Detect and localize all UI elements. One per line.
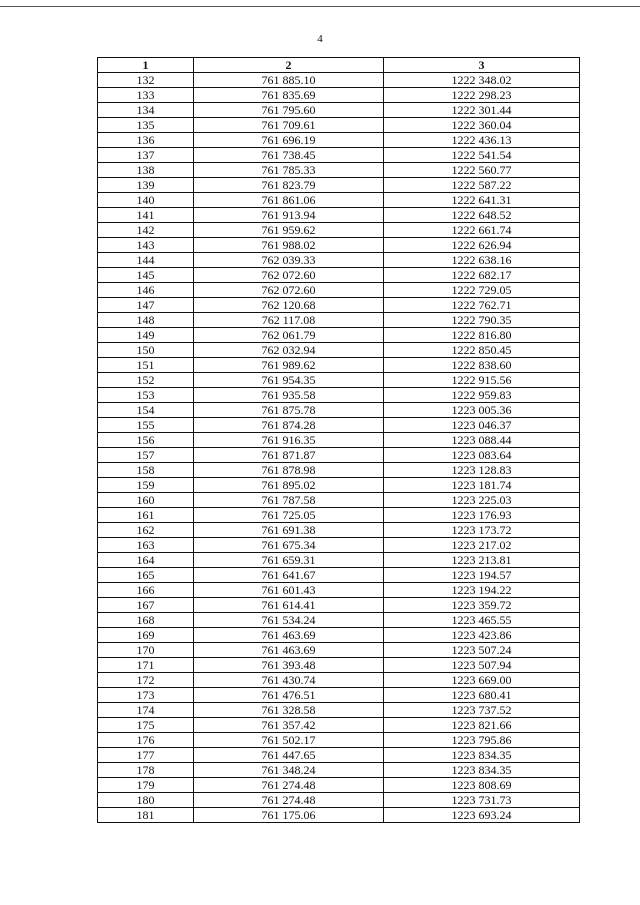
table-row bbox=[98, 733, 580, 748]
table-row bbox=[98, 673, 580, 688]
y-coordinate-cell: 1222 641.31 bbox=[384, 193, 580, 208]
table-row bbox=[98, 118, 580, 133]
x-coordinate-cell: 761 430.74 bbox=[194, 673, 384, 688]
point-number-cell: 135 bbox=[98, 118, 194, 133]
point-number-cell: 165 bbox=[98, 568, 194, 583]
table-row bbox=[98, 613, 580, 628]
x-coordinate-cell: 761 885.10 bbox=[194, 73, 384, 88]
y-coordinate-cell: 1223 225.03 bbox=[384, 493, 580, 508]
x-coordinate-cell: 761 447.65 bbox=[194, 748, 384, 763]
x-coordinate-cell: 761 989.62 bbox=[194, 358, 384, 373]
x-coordinate-cell: 761 534.24 bbox=[194, 613, 384, 628]
table-row bbox=[98, 418, 580, 433]
y-coordinate-cell: 1223 128.83 bbox=[384, 463, 580, 478]
y-coordinate-cell: 1223 217.02 bbox=[384, 538, 580, 553]
point-number-cell: 147 bbox=[98, 298, 194, 313]
point-number-cell: 139 bbox=[98, 178, 194, 193]
x-coordinate-cell: 762 039.33 bbox=[194, 253, 384, 268]
x-coordinate-cell: 761 935.58 bbox=[194, 388, 384, 403]
x-coordinate-cell: 761 895.02 bbox=[194, 478, 384, 493]
y-coordinate-cell: 1222 298.23 bbox=[384, 88, 580, 103]
x-coordinate-cell: 761 785.33 bbox=[194, 163, 384, 178]
point-number-cell: 159 bbox=[98, 478, 194, 493]
y-coordinate-cell: 1222 682.17 bbox=[384, 268, 580, 283]
x-coordinate-cell: 761 861.06 bbox=[194, 193, 384, 208]
table-row bbox=[98, 313, 580, 328]
x-coordinate-cell: 761 795.60 bbox=[194, 103, 384, 118]
point-number-cell: 151 bbox=[98, 358, 194, 373]
page-number: 4 bbox=[317, 33, 323, 45]
x-coordinate-cell: 762 032.94 bbox=[194, 343, 384, 358]
table-row bbox=[98, 253, 580, 268]
table-row bbox=[98, 283, 580, 298]
y-coordinate-cell: 1222 915.56 bbox=[384, 373, 580, 388]
table-row bbox=[98, 133, 580, 148]
y-coordinate-cell: 1223 693.24 bbox=[384, 808, 580, 823]
x-coordinate-cell: 761 463.69 bbox=[194, 628, 384, 643]
point-number-cell: 168 bbox=[98, 613, 194, 628]
point-number-cell: 145 bbox=[98, 268, 194, 283]
y-coordinate-cell: 1223 194.22 bbox=[384, 583, 580, 598]
table-header bbox=[98, 58, 580, 73]
point-number-cell: 170 bbox=[98, 643, 194, 658]
point-number-cell: 167 bbox=[98, 598, 194, 613]
x-coordinate-cell: 761 738.45 bbox=[194, 148, 384, 163]
point-number-cell: 157 bbox=[98, 448, 194, 463]
table-row bbox=[98, 463, 580, 478]
x-coordinate-cell: 761 725.05 bbox=[194, 508, 384, 523]
x-coordinate-cell: 761 913.94 bbox=[194, 208, 384, 223]
x-coordinate-cell: 761 502.17 bbox=[194, 733, 384, 748]
table-row bbox=[98, 268, 580, 283]
table-row bbox=[98, 808, 580, 823]
point-number-cell: 166 bbox=[98, 583, 194, 598]
x-coordinate-cell: 761 641.67 bbox=[194, 568, 384, 583]
x-coordinate-cell: 761 916.35 bbox=[194, 433, 384, 448]
x-coordinate-cell: 761 659.31 bbox=[194, 553, 384, 568]
point-number-cell: 143 bbox=[98, 238, 194, 253]
x-coordinate-cell: 761 601.43 bbox=[194, 583, 384, 598]
point-number-cell: 144 bbox=[98, 253, 194, 268]
x-coordinate-cell: 761 875.78 bbox=[194, 403, 384, 418]
x-coordinate-cell: 761 787.58 bbox=[194, 493, 384, 508]
y-coordinate-cell: 1223 194.57 bbox=[384, 568, 580, 583]
x-coordinate-cell: 761 835.69 bbox=[194, 88, 384, 103]
point-number-cell: 163 bbox=[98, 538, 194, 553]
y-coordinate-cell: 1222 816.80 bbox=[384, 328, 580, 343]
table-row bbox=[98, 433, 580, 448]
y-coordinate-cell: 1223 423.86 bbox=[384, 628, 580, 643]
point-number-cell: 171 bbox=[98, 658, 194, 673]
y-coordinate-cell: 1223 173.72 bbox=[384, 523, 580, 538]
point-number-cell: 140 bbox=[98, 193, 194, 208]
x-coordinate-cell: 762 061.79 bbox=[194, 328, 384, 343]
point-number-cell: 177 bbox=[98, 748, 194, 763]
y-coordinate-cell: 1222 729.05 bbox=[384, 283, 580, 298]
table-row bbox=[98, 748, 580, 763]
x-coordinate-cell: 762 117.08 bbox=[194, 313, 384, 328]
y-coordinate-cell: 1223 737.52 bbox=[384, 703, 580, 718]
point-number-cell: 164 bbox=[98, 553, 194, 568]
point-number-cell: 160 bbox=[98, 493, 194, 508]
table-row bbox=[98, 238, 580, 253]
table-row bbox=[98, 298, 580, 313]
y-coordinate-cell: 1222 648.52 bbox=[384, 208, 580, 223]
y-coordinate-cell: 1223 181.74 bbox=[384, 478, 580, 493]
x-coordinate-cell: 761 988.02 bbox=[194, 238, 384, 253]
table-row bbox=[98, 193, 580, 208]
table-row bbox=[98, 778, 580, 793]
table-row bbox=[98, 523, 580, 538]
x-coordinate-cell: 762 072.60 bbox=[194, 283, 384, 298]
point-number-cell: 181 bbox=[98, 808, 194, 823]
point-number-cell: 156 bbox=[98, 433, 194, 448]
table-row bbox=[98, 508, 580, 523]
y-coordinate-cell: 1222 360.04 bbox=[384, 118, 580, 133]
column-header-3: 3 bbox=[384, 58, 580, 73]
table-row bbox=[98, 643, 580, 658]
table-row bbox=[98, 688, 580, 703]
x-coordinate-cell: 761 823.79 bbox=[194, 178, 384, 193]
point-number-cell: 174 bbox=[98, 703, 194, 718]
table-row bbox=[98, 628, 580, 643]
table-row bbox=[98, 793, 580, 808]
table-row bbox=[98, 358, 580, 373]
point-number-cell: 158 bbox=[98, 463, 194, 478]
table-row bbox=[98, 658, 580, 673]
header-row bbox=[98, 58, 580, 73]
table-row bbox=[98, 88, 580, 103]
point-number-cell: 150 bbox=[98, 343, 194, 358]
x-coordinate-cell: 761 357.42 bbox=[194, 718, 384, 733]
y-coordinate-cell: 1222 348.02 bbox=[384, 73, 580, 88]
point-number-cell: 141 bbox=[98, 208, 194, 223]
point-number-cell: 178 bbox=[98, 763, 194, 778]
point-number-cell: 149 bbox=[98, 328, 194, 343]
table-row bbox=[98, 493, 580, 508]
y-coordinate-cell: 1223 088.44 bbox=[384, 433, 580, 448]
point-number-cell: 179 bbox=[98, 778, 194, 793]
column-header-1: 1 bbox=[98, 58, 194, 73]
table-row bbox=[98, 538, 580, 553]
y-coordinate-cell: 1223 834.35 bbox=[384, 763, 580, 778]
x-coordinate-cell: 761 959.62 bbox=[194, 223, 384, 238]
table-row bbox=[98, 343, 580, 358]
table-row bbox=[98, 553, 580, 568]
y-coordinate-cell: 1223 507.94 bbox=[384, 658, 580, 673]
y-coordinate-cell: 1223 046.37 bbox=[384, 418, 580, 433]
point-number-cell: 148 bbox=[98, 313, 194, 328]
y-coordinate-cell: 1222 838.60 bbox=[384, 358, 580, 373]
point-number-cell: 169 bbox=[98, 628, 194, 643]
y-coordinate-cell: 1223 213.81 bbox=[384, 553, 580, 568]
x-coordinate-cell: 761 274.48 bbox=[194, 793, 384, 808]
table-row bbox=[98, 403, 580, 418]
x-coordinate-cell: 761 878.98 bbox=[194, 463, 384, 478]
point-number-cell: 162 bbox=[98, 523, 194, 538]
x-coordinate-cell: 761 696.19 bbox=[194, 133, 384, 148]
table-row bbox=[98, 718, 580, 733]
y-coordinate-cell: 1222 959.83 bbox=[384, 388, 580, 403]
point-number-cell: 154 bbox=[98, 403, 194, 418]
point-number-cell: 146 bbox=[98, 283, 194, 298]
x-coordinate-cell: 761 871.87 bbox=[194, 448, 384, 463]
point-number-cell: 176 bbox=[98, 733, 194, 748]
table-row bbox=[98, 148, 580, 163]
y-coordinate-cell: 1223 834.35 bbox=[384, 748, 580, 763]
y-coordinate-cell: 1223 669.00 bbox=[384, 673, 580, 688]
point-number-cell: 173 bbox=[98, 688, 194, 703]
x-coordinate-cell: 761 874.28 bbox=[194, 418, 384, 433]
table-row bbox=[98, 388, 580, 403]
point-number-cell: 134 bbox=[98, 103, 194, 118]
y-coordinate-cell: 1223 795.86 bbox=[384, 733, 580, 748]
x-coordinate-cell: 762 072.60 bbox=[194, 268, 384, 283]
y-coordinate-cell: 1222 436.13 bbox=[384, 133, 580, 148]
y-coordinate-cell: 1223 731.73 bbox=[384, 793, 580, 808]
x-coordinate-cell: 761 348.24 bbox=[194, 763, 384, 778]
point-number-cell: 132 bbox=[98, 73, 194, 88]
x-coordinate-cell: 761 463.69 bbox=[194, 643, 384, 658]
table-row bbox=[98, 598, 580, 613]
y-coordinate-cell: 1223 359.72 bbox=[384, 598, 580, 613]
point-number-cell: 137 bbox=[98, 148, 194, 163]
point-number-cell: 136 bbox=[98, 133, 194, 148]
coordinates-table bbox=[97, 57, 580, 823]
y-coordinate-cell: 1222 626.94 bbox=[384, 238, 580, 253]
x-coordinate-cell: 761 691.38 bbox=[194, 523, 384, 538]
table-row bbox=[98, 583, 580, 598]
x-coordinate-cell: 761 274.48 bbox=[194, 778, 384, 793]
table-row bbox=[98, 763, 580, 778]
x-coordinate-cell: 762 120.68 bbox=[194, 298, 384, 313]
x-coordinate-cell: 761 175.06 bbox=[194, 808, 384, 823]
table-row bbox=[98, 703, 580, 718]
y-coordinate-cell: 1222 790.35 bbox=[384, 313, 580, 328]
column-header-2: 2 bbox=[194, 58, 384, 73]
point-number-cell: 142 bbox=[98, 223, 194, 238]
top-rule bbox=[0, 6, 640, 7]
y-coordinate-cell: 1222 541.54 bbox=[384, 148, 580, 163]
point-number-cell: 175 bbox=[98, 718, 194, 733]
x-coordinate-cell: 761 709.61 bbox=[194, 118, 384, 133]
y-coordinate-cell: 1222 587.22 bbox=[384, 178, 580, 193]
y-coordinate-cell: 1223 680.41 bbox=[384, 688, 580, 703]
x-coordinate-cell: 761 675.34 bbox=[194, 538, 384, 553]
point-number-cell: 172 bbox=[98, 673, 194, 688]
point-number-cell: 152 bbox=[98, 373, 194, 388]
table-row bbox=[98, 208, 580, 223]
table-row bbox=[98, 568, 580, 583]
x-coordinate-cell: 761 393.48 bbox=[194, 658, 384, 673]
point-number-cell: 161 bbox=[98, 508, 194, 523]
y-coordinate-cell: 1223 821.66 bbox=[384, 718, 580, 733]
x-coordinate-cell: 761 328.58 bbox=[194, 703, 384, 718]
y-coordinate-cell: 1223 176.93 bbox=[384, 508, 580, 523]
x-coordinate-cell: 761 614.41 bbox=[194, 598, 384, 613]
x-coordinate-cell: 761 476.51 bbox=[194, 688, 384, 703]
point-number-cell: 153 bbox=[98, 388, 194, 403]
y-coordinate-cell: 1223 808.69 bbox=[384, 778, 580, 793]
y-coordinate-cell: 1223 465.55 bbox=[384, 613, 580, 628]
y-coordinate-cell: 1223 507.24 bbox=[384, 643, 580, 658]
table-row bbox=[98, 373, 580, 388]
table-row bbox=[98, 328, 580, 343]
table-row bbox=[98, 73, 580, 88]
point-number-cell: 133 bbox=[98, 88, 194, 103]
table-row bbox=[98, 178, 580, 193]
x-coordinate-cell: 761 954.35 bbox=[194, 373, 384, 388]
y-coordinate-cell: 1222 560.77 bbox=[384, 163, 580, 178]
table-row bbox=[98, 223, 580, 238]
table-row bbox=[98, 478, 580, 493]
table-row bbox=[98, 103, 580, 118]
point-number-cell: 138 bbox=[98, 163, 194, 178]
y-coordinate-cell: 1222 850.45 bbox=[384, 343, 580, 358]
table-row bbox=[98, 163, 580, 178]
y-coordinate-cell: 1223 005.36 bbox=[384, 403, 580, 418]
y-coordinate-cell: 1222 762.71 bbox=[384, 298, 580, 313]
point-number-cell: 180 bbox=[98, 793, 194, 808]
y-coordinate-cell: 1222 301.44 bbox=[384, 103, 580, 118]
table-body bbox=[98, 73, 580, 823]
y-coordinate-cell: 1223 083.64 bbox=[384, 448, 580, 463]
y-coordinate-cell: 1222 661.74 bbox=[384, 223, 580, 238]
y-coordinate-cell: 1222 638.16 bbox=[384, 253, 580, 268]
point-number-cell: 155 bbox=[98, 418, 194, 433]
table-row bbox=[98, 448, 580, 463]
